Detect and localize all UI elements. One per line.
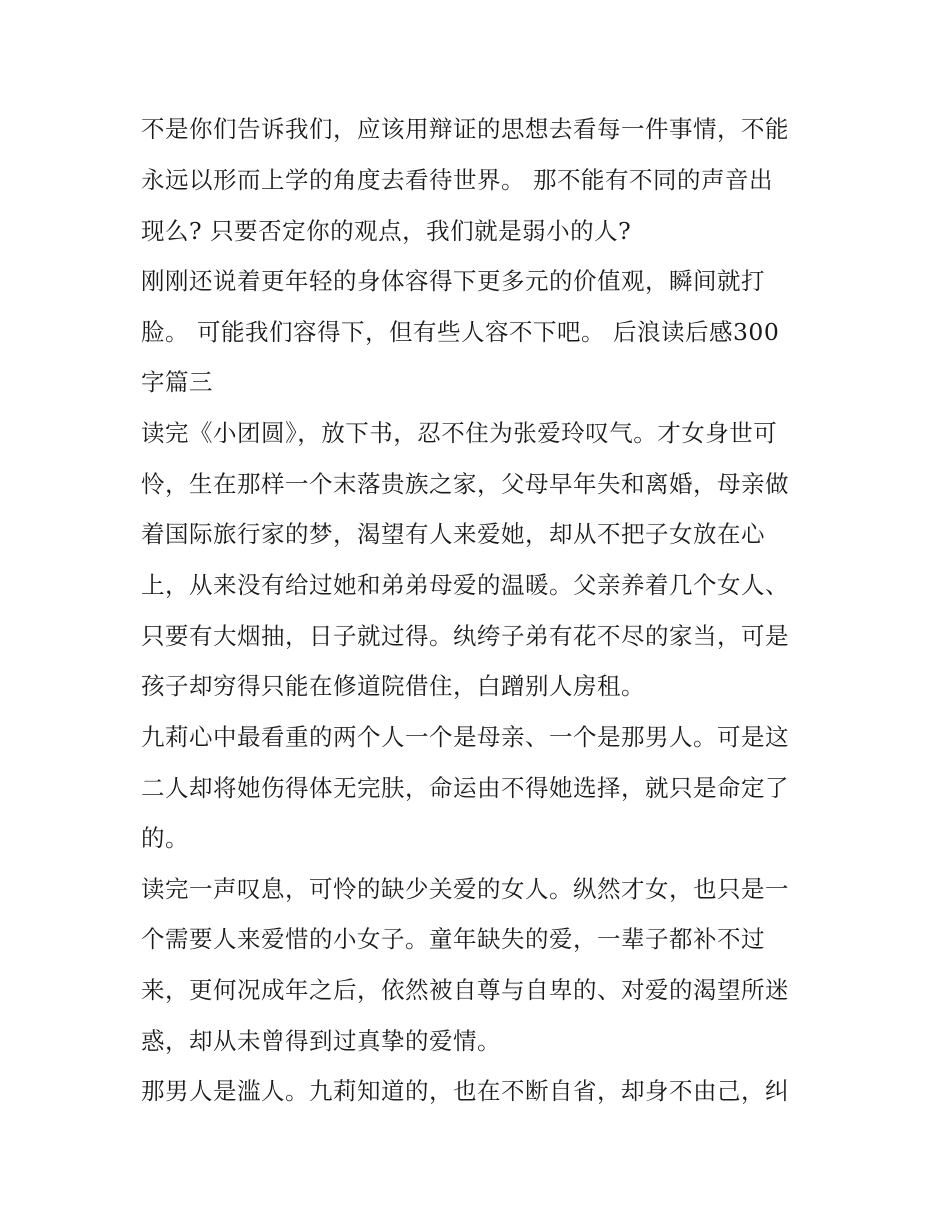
text-line: 个需要人来爱惜的小女子。童年缺失的爱，一辈子都补不过 (141, 925, 765, 953)
text-line: 怜，生在那样一个末落贵族之家，父母早年失和离婚，母亲做 (141, 470, 789, 498)
text-line: 读完《小团圆》，放下书，忍不住为张爱玲叹气。才女身世可 (141, 419, 778, 447)
text-line: 脸。 可能我们容得下，但有些人容不下吧。 后浪读后感300 (141, 318, 780, 346)
text-line: 读完一声叹息，可怜的缺少关爱的女人。纵然才女，也只是一 (141, 875, 789, 903)
text-line: 孩子却穷得只能在修道院借住，白蹭别人房租。 (141, 672, 645, 700)
text-line: 九莉心中最看重的两个人一个是母亲、一个是那男人。可是这 (141, 723, 789, 751)
text-line: 字篇三 (141, 368, 213, 396)
text-line: 来，更何况成年之后，依然被自尊与自卑的、对爱的渴望所迷 (141, 976, 789, 1004)
text-line: 永远以形而上学的角度去看待世界。 那不能有不同的声音出 (141, 166, 773, 194)
text-line: 不是你们告诉我们，应该用辩证的思想去看每一件事情，不能 (141, 115, 789, 143)
text-line: 现么? 只要否定你的观点，我们就是弱小的人? (141, 217, 632, 245)
text-line: 惑，却从未曾得到过真挚的爱情。 (141, 1027, 501, 1055)
text-line: 二人却将她伤得体无完肤，命运由不得她选择，就只是命定了 (141, 774, 789, 802)
text-line: 那男人是滥人。九莉知道的，也在不断自省，却身不由己，纠 (141, 1077, 789, 1105)
text-line: 的。 (141, 824, 189, 852)
text-line: 上，从来没有给过她和弟弟母爱的温暖。父亲养着几个女人、 (141, 571, 789, 599)
text-line: 刚刚还说着更年轻的身体容得下更多元的价值观，瞬间就打 (141, 267, 765, 295)
text-line: 只要有大烟抽，日子就过得。纨绔子弟有花不尽的家当，可是 (141, 622, 789, 650)
text-line: 着国际旅行家的梦，渴望有人来爱她，却从不把子女放在心 (141, 520, 765, 548)
